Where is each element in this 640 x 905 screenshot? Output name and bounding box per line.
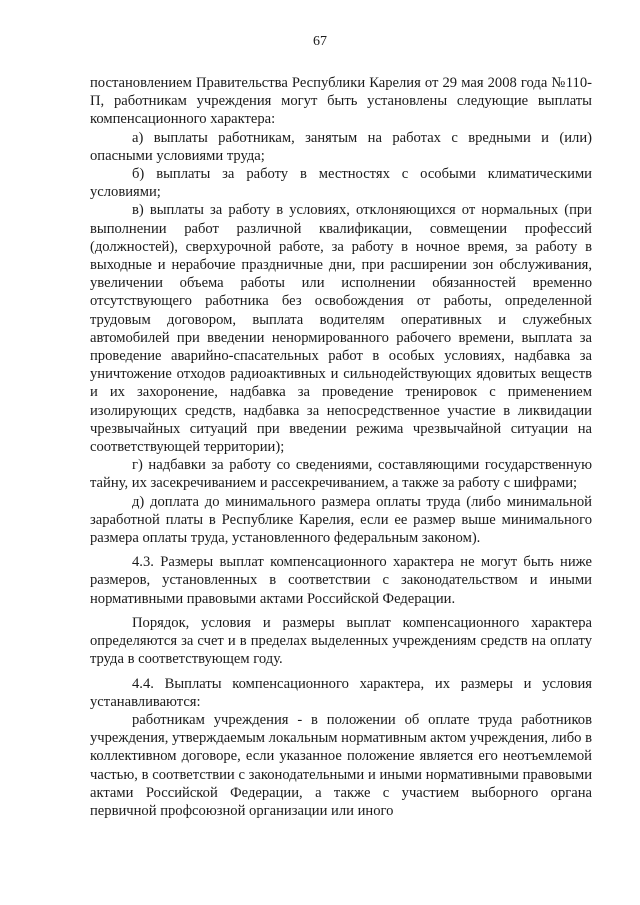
paragraph-item-g: г) надбавки за работу со сведениями, составляющими государственную тайну, их засекречиванием и рассекречиванием, а также за работу с шифрами; <box>90 457 592 492</box>
paragraph-item-v: в) выплаты за работу в условиях, отклоняющихся от нормальных (при выполнении работ различной квалификации, совмещении профессий (должностей), сверхурочной работе, за работу в ночное время, за работу в выходные и нерабочие праздничные дни, при расширении зон обслуживания, увеличении объема работы или исполнении обязанностей временно отсутствующего работника без освобождения от работы, определенной трудовым договором, выплата водителям оперативных и служебных автомобилей при введении ненормированного рабочего времени, выплата за проведение аварийно-спасательных работ в особых условиях, надбавка за уничтожение отходов радиоактивных и сильнодействующих ядовитых веществ и их захоронение, надбавка за проведение тренировок с применением изолирующих средств, надбавка за непосредственное участие в ликвидации чрезвычайных ситуаций при введении режима чрезвычайной ситуации на соответствующей территории); <box>90 202 592 456</box>
paragraph-item-d: д) доплата до минимального размера оплаты труда (либо минимальной заработной платы в Республике Карелия, если ее размер выше минимального размера оплаты труда, установленного федеральным законом). <box>90 493 592 547</box>
paragraph-section-4-3: 4.3. Размеры выплат компенсационного характера не могут быть ниже размеров, установленных в соответствии с законодательством и иными нормативными правовыми актами Российской Федерации. <box>90 554 592 607</box>
page-number: 67 <box>313 34 327 49</box>
body-text <box>90 74 592 820</box>
paragraph-section-4-4: 4.4. Выплаты компенсационного характера, их размеры и условия устанавливаются: <box>90 675 592 710</box>
paragraph-employees: работникам учреждения - в положении об оплате труда работников учреждения, утверждаемым локальным нормативным актом учреждения, либо в коллективном договоре, если указанное положение является его неотъемлемой частью, в соответствии с законодательными и иными нормативными правовыми актами Российской Федерации, а также с участием выборного органа первичной профсоюзной организации или иного <box>90 711 592 819</box>
paragraph-procedure: Порядок, условия и размеры выплат компенсационного характера определяются за счет и в пределах выделенных учреждениям средств на оплату труда в соответствующем году. <box>90 614 592 668</box>
paragraph-intro: постановлением Правительства Республики Карелия от 29 мая 2008 года №110-П, работникам учреждения могут быть установлены следующие выплаты компенсационного характера: <box>90 75 592 128</box>
paragraph-item-b: б) выплаты за работу в местностях с особыми климатическими условиями; <box>90 166 592 201</box>
paragraph-item-a: а) выплаты работникам, занятым на работах с вредными и (или) опасными условиями труда; <box>90 129 592 164</box>
